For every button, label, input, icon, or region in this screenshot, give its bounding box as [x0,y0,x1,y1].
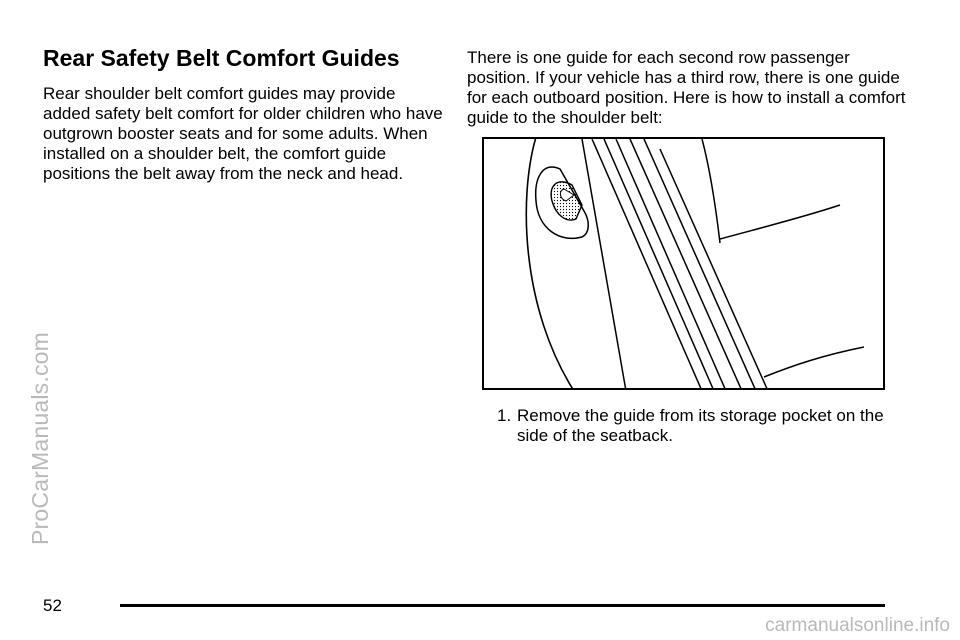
seat-contour-top [702,139,720,243]
page-number: 52 [43,596,62,615]
right-column [467,48,907,128]
section-title: Rear Safety Belt Comfort Guides [43,45,400,71]
left-column [43,44,443,184]
step-number: 1. [497,406,512,425]
footer-rule [120,604,885,607]
belt-line-6 [644,139,756,388]
seatback-illustration [482,137,885,390]
belt-line-1 [582,139,626,388]
bottom-watermark: carmanualsonline.info [765,615,950,636]
step-1 [497,406,897,446]
belt-line-3 [604,139,714,388]
step-text: Remove the guide from its storage pocket on the side of the seatback. [517,406,884,445]
seatback-drawing [484,139,883,388]
seat-contour-upper [720,205,840,239]
guide-info-paragraph: There is one guide for each second row passenger position. If your vehicle has a third row, there is one guide for each outboard position. Here is how to install a comfort guide to the shoulder belt: [467,48,906,127]
side-watermark: ProCarManuals.com [27,331,53,545]
seat-contour-lower [764,347,864,377]
belt-line-7 [660,149,768,388]
seat-edge-line [526,139,574,388]
intro-paragraph: Rear shoulder belt comfort guides may provide added safety belt comfort for older children who have outgrown booster seats and for some adults. When installed on a shoulder belt, the comfort guide positions the belt away from the neck and head. [43,84,443,183]
